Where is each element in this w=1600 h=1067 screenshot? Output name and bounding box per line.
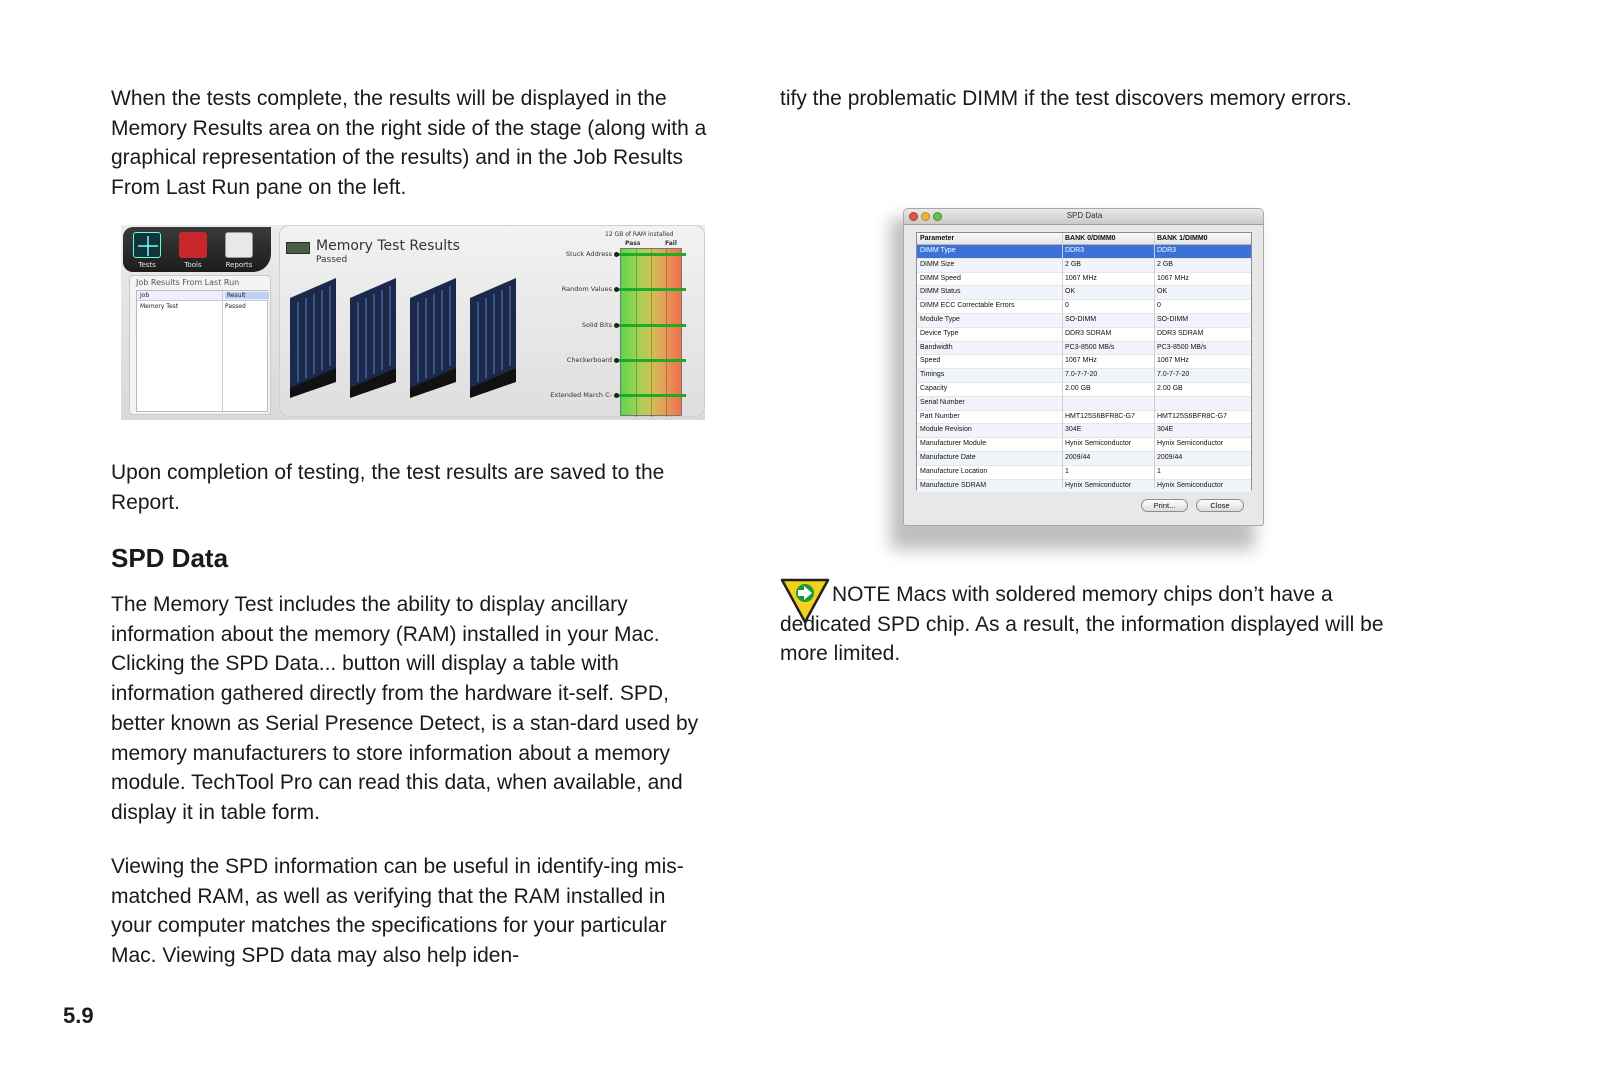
dimm-module-icon [468, 278, 518, 398]
value-cell: DDR3 SDRAM [1065, 329, 1112, 337]
dimm-module-icon [408, 278, 458, 398]
parameter-cell: Capacity [920, 385, 948, 392]
value-cell: 2 GB [1065, 260, 1081, 268]
table-row[interactable] [917, 480, 1251, 494]
memory-results-panel [279, 225, 705, 417]
parameter-cell: Manufacture Location [920, 467, 988, 475]
value-cell: 7.0-7-7-20 [1065, 371, 1098, 379]
job-results-pane [129, 275, 271, 415]
memory-chip-icon [286, 242, 310, 254]
test-label: Stuck Address [565, 250, 612, 258]
parameter-cell: Module Type [920, 316, 960, 323]
parameter-cell: Module Revision [920, 426, 972, 434]
table-row[interactable] [917, 369, 1251, 383]
parameter-cell: Part Number [920, 412, 960, 420]
result-column-header[interactable]: Result [225, 292, 269, 299]
table-row[interactable] [917, 259, 1251, 273]
value-cell: PC3-8500 MB/s [1157, 343, 1207, 351]
reports-icon [225, 232, 253, 258]
table-row[interactable] [917, 355, 1251, 369]
table-row[interactable] [917, 411, 1251, 425]
dimm-module-icon [288, 278, 338, 398]
table-row[interactable] [917, 314, 1251, 328]
parameter-cell: DIMM Size [920, 260, 955, 268]
value-cell: 2 GB [1157, 260, 1173, 268]
value-cell: 1067 MHz [1157, 357, 1189, 365]
result-indicator-line [616, 359, 686, 362]
value-cell: 2.00 GB [1065, 385, 1091, 392]
window-titlebar [904, 209, 1264, 225]
print-button[interactable]: Print... [1141, 499, 1188, 512]
parameter-cell: DIMM Status [920, 288, 961, 296]
table-row[interactable] [917, 466, 1251, 480]
value-cell: DDR3 SDRAM [1157, 329, 1204, 337]
fail-label: Fail [665, 240, 677, 247]
result-indicator-line [616, 324, 686, 327]
value-cell: 0 [1157, 302, 1161, 310]
column-divider [1154, 233, 1155, 489]
column-header-bank0[interactable]: BANK 0/DIMM0 [1065, 235, 1116, 242]
reports-tool[interactable]: Reports [219, 230, 259, 270]
parameter-cell: Speed [920, 357, 941, 365]
results-status: Passed [316, 255, 348, 265]
tests-icon [133, 232, 161, 258]
value-cell: DDR3 [1065, 247, 1085, 254]
job-pane-title: Job Results From Last Run [136, 278, 240, 287]
value-cell: 304E [1065, 426, 1082, 434]
spd-data-heading: SPD Data [111, 543, 229, 573]
value-cell: 2.00 GB [1157, 385, 1183, 392]
result-indicator-dot [614, 393, 619, 398]
intro-paragraph: When the tests complete, the results will be displayed in the Memory Results area on the right side of the stage (along with a graphical representation of the results) and in the Job Results From Last Run pane on the left. [111, 87, 707, 200]
table-row[interactable] [917, 273, 1251, 287]
spd-table [916, 232, 1252, 490]
parameter-cell: DIMM Speed [920, 274, 961, 282]
result-indicator-line [616, 253, 686, 256]
value-cell: 7.0-7-7-20 [1157, 371, 1190, 379]
job-table-header: Job Result [137, 291, 269, 301]
table-row[interactable] [917, 245, 1251, 259]
column-header-parameter[interactable]: Parameter [920, 235, 955, 242]
value-cell: 2009/44 [1157, 454, 1183, 461]
test-label: Checkerboard [566, 356, 612, 364]
parameter-cell: Timings [920, 371, 945, 379]
result-indicator-line [616, 288, 686, 291]
spd-paragraph-1: The Memory Test includes the ability to display ancillary information about the memory (RAM) installed in your Mac. Clicking the SPD Data... button will display a table with information gathered directly from the hardware it-self. SPD, better known as Serial Presence Detect, is a stan-dard used by memory manufacturers to store information about a memory module. TechTool Pro can read this data, when available, and display it in table form. [111, 593, 699, 824]
value-cell: Hynix Semiconductor [1157, 481, 1224, 489]
table-row[interactable]: Memory Test Passed [140, 303, 246, 310]
test-label: Extended March C- [550, 391, 612, 399]
spd-paragraph-2: Viewing the SPD information can be useful in identify-ing mis-matched RAM, as well as verifying that the RAM installed in your computer matches the specifications for your particular Mac. Viewing SPD data may also help iden- [111, 855, 684, 968]
value-cell: 1067 MHz [1065, 274, 1097, 282]
parameter-cell: Manufacturer Module [920, 440, 987, 448]
result-indicator-dot [614, 323, 619, 328]
result-indicator-line [616, 394, 686, 397]
value-cell: OK [1157, 288, 1168, 296]
toolbar [123, 227, 271, 272]
value-cell: 0 [1065, 302, 1069, 310]
value-cell: HMT125S6BFR8C-G7 [1065, 412, 1136, 420]
toolbox-icon [179, 232, 207, 258]
table-row[interactable] [917, 300, 1251, 314]
table-row[interactable] [917, 342, 1251, 356]
value-cell: 1 [1065, 467, 1069, 475]
value-cell: PC3-8500 MB/s [1065, 343, 1115, 351]
table-row[interactable] [917, 286, 1251, 300]
column-divider [1062, 233, 1063, 489]
result-indicator-dot [614, 252, 619, 257]
ram-installed-label: 12 GB of RAM installed [605, 231, 674, 238]
results-title: Memory Test Results [316, 238, 460, 254]
result-indicator-dot [614, 358, 619, 363]
column-header-bank1[interactable]: BANK 1/DIMM0 [1157, 235, 1208, 242]
table-row[interactable] [917, 438, 1251, 452]
table-header [917, 233, 1251, 245]
column-divider [222, 291, 223, 413]
continued-paragraph: tify the problematic DIMM if the test discovers memory errors. [780, 87, 1352, 110]
dimm-module-icon [348, 278, 398, 398]
tools-tool[interactable]: Tools [173, 230, 213, 270]
value-cell: SO-DIMM [1157, 316, 1189, 323]
value-cell: OK [1065, 288, 1076, 296]
table-row[interactable] [917, 424, 1251, 438]
parameter-cell: Serial Number [920, 398, 965, 406]
close-button[interactable]: Close [1196, 499, 1244, 512]
value-cell: 1067 MHz [1157, 274, 1189, 282]
parameter-cell: Bandwidth [920, 343, 953, 351]
value-cell: 304E [1157, 426, 1174, 434]
table-row[interactable] [917, 397, 1251, 411]
window-title: SPD Data [1066, 211, 1103, 220]
page-number: 5.9 [63, 1003, 94, 1028]
value-cell: HMT125S6BFR8C-G7 [1157, 412, 1228, 420]
value-cell: Hynix Semiconductor [1065, 481, 1132, 489]
parameter-cell: Device Type [920, 329, 959, 337]
test-label: Solid Bits [581, 321, 612, 329]
parameter-cell: DIMM ECC Correctable Errors [920, 302, 1015, 310]
memory-test-results-screenshot [121, 225, 705, 420]
pass-fail-gauge [620, 248, 682, 416]
job-results-table [136, 290, 268, 412]
value-cell: DDR3 [1157, 247, 1177, 254]
completion-paragraph: Upon completion of testing, the test results are saved to the Report. [111, 461, 665, 514]
value-cell: 1 [1157, 467, 1161, 475]
parameter-cell: Manufacture SDRAM [920, 481, 987, 489]
value-cell: SO-DIMM [1065, 316, 1097, 323]
test-label: Random Values [561, 285, 612, 293]
parameter-cell: DIMM Type [920, 247, 956, 254]
value-cell: 2009/44 [1065, 454, 1091, 461]
note-paragraph: NOTE Macs with soldered memory chips don’t have a dedicated SPD chip. As a result, the information displayed will be more limited. [780, 583, 1384, 666]
pass-label: Pass [625, 240, 641, 247]
result-indicator-dot [614, 287, 619, 292]
tests-tool[interactable]: Tests [127, 230, 167, 270]
value-cell: Hynix Semiconductor [1157, 440, 1224, 448]
value-cell: Hynix Semiconductor [1065, 440, 1132, 448]
spd-data-window [903, 208, 1264, 526]
table-row[interactable] [917, 452, 1251, 466]
parameter-cell: Manufacture Date [920, 454, 976, 461]
value-cell: 1067 MHz [1065, 357, 1097, 365]
table-row[interactable] [917, 328, 1251, 342]
table-row[interactable] [917, 383, 1251, 397]
